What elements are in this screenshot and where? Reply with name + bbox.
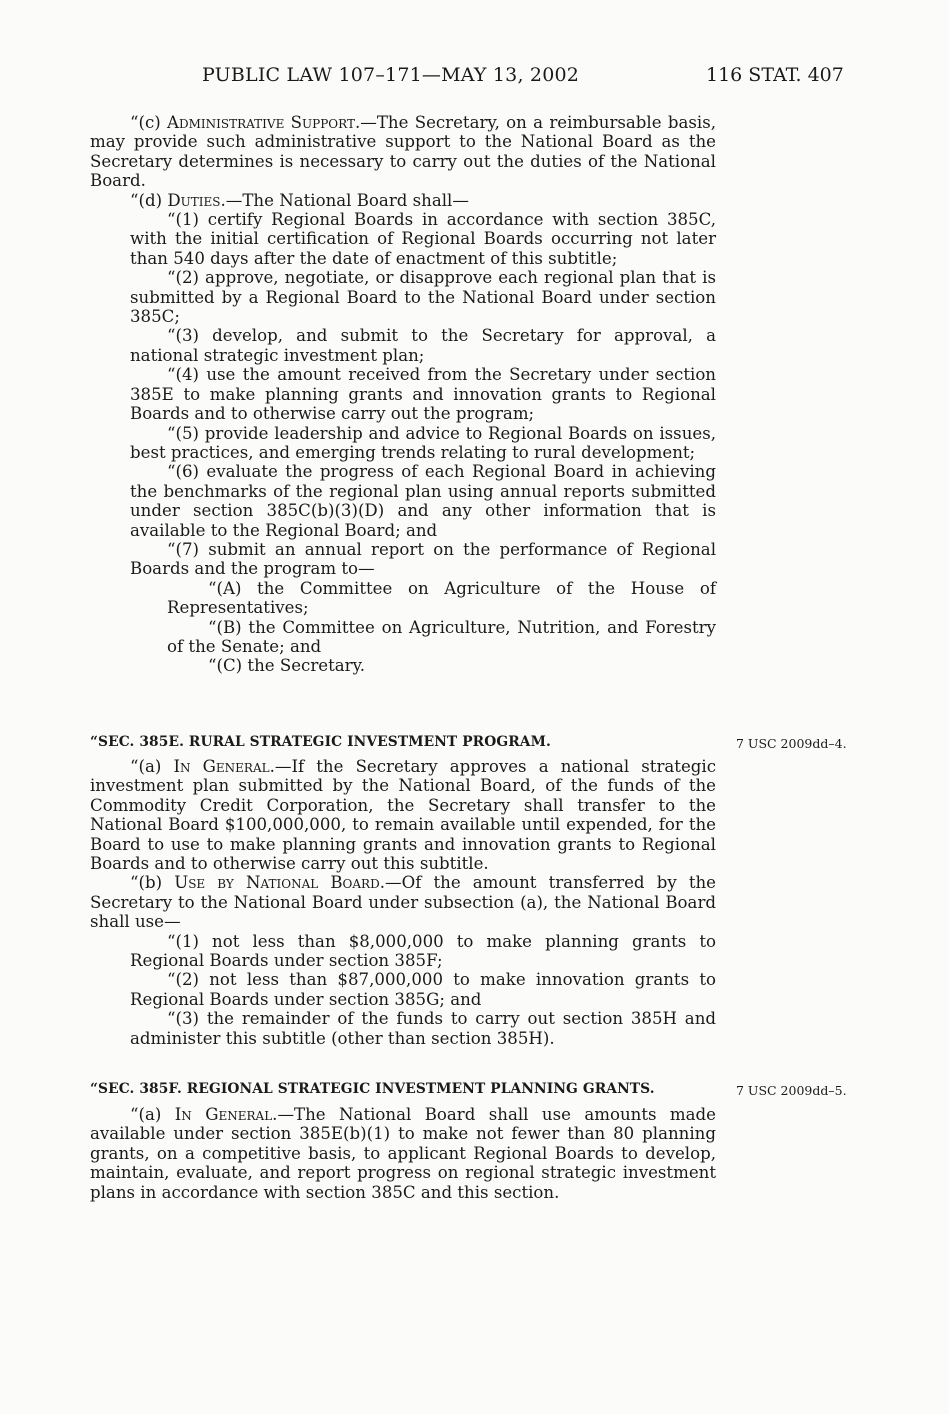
paragraph-d3: “(3) develop, and submit to the Secretary for approval, a national strategic investment plan; <box>130 326 716 365</box>
running-header-title: PUBLIC LAW 107–171—MAY 13, 2002 <box>202 64 580 86</box>
subparagraph-d7C: “(C) the Secretary. <box>208 656 366 676</box>
subsection-c: “(c) Administrative Support.—The Secretary, on a reimbursable basis, may provide such administrative support to the National Board as the Secretary determines is necessary to carry out the duties of the National Board. <box>90 113 716 191</box>
section-385E-paragraph-b2: “(2) not less than $87,000,000 to make innovation grants to Regional Boards under section 385G; and <box>130 970 716 1009</box>
section-385F-usc-citation: 7 USC 2009dd–5. <box>736 1083 847 1098</box>
paragraph-d1: “(1) certify Regional Boards in accordance with section 385C, with the initial certification of Regional Boards occurring not later than 540 days after the date of enactment of this subtitle; <box>130 210 716 268</box>
section-385E-subsection-a: “(a) In General.—If the Secretary approves a national strategic investment plan submitted by the National Board, of the funds of the Commodity Credit Corporation, the Secretary shall transfer to the National Board $100,000,000, to remain available until expended, for the Board to use to make planning grants and innovation grants to Regional Boards and to otherwise carry out this subtitle. <box>90 757 716 874</box>
section-385E-heading: “SEC. 385E. RURAL STRATEGIC INVESTMENT PROGRAM. <box>90 734 551 750</box>
section-385F-heading: “SEC. 385F. REGIONAL STRATEGIC INVESTMENT PLANNING GRANTS. <box>90 1081 655 1097</box>
statute-page-number: 116 STAT. 407 <box>706 64 844 86</box>
section-385E-paragraph-b1: “(1) not less than $8,000,000 to make planning grants to Regional Boards under section 385F; <box>130 931 716 971</box>
paragraph-d6: “(6) evaluate the progress of each Regional Board in achieving the benchmarks of the regional plan using annual reports submitted under section 385C(b)(3)(D) and any other information that is available to the Regional Board; and <box>130 462 716 540</box>
paragraph-d5: “(5) provide leadership and advice to Regional Boards on issues, best practices, and emerging trends relating to rural development; <box>130 423 716 462</box>
subparagraph-d7A: “(A) the Committee on Agriculture of the House of Representatives; <box>167 578 716 618</box>
section-385E-usc-citation: 7 USC 2009dd–4. <box>736 736 847 751</box>
section-385E-paragraph-b3: “(3) the remainder of the funds to carry out section 385H and administer this subtitle (other than section 385H). <box>130 1009 716 1048</box>
subparagraph-d7B: “(B) the Committee on Agriculture, Nutrition, and Forestry of the Senate; and <box>167 617 716 656</box>
paragraph-d2: “(2) approve, negotiate, or disapprove each regional plan that is submitted by a Regional Board to the National Board under section 385C; <box>130 268 716 327</box>
paragraph-d7: “(7) submit an annual report on the performance of Regional Boards and the program to— <box>130 539 716 579</box>
national-board-duties-block <box>90 113 716 676</box>
paragraph-d4: “(4) use the amount received from the Secretary under section 385E to make planning grants and innovation grants to Regional Boards and to otherwise carry out the program; <box>130 365 716 424</box>
section-385E-body <box>90 757 716 1048</box>
section-385E-subsection-b: “(b) Use by National Board.—Of the amount transferred by the Secretary to the National Board under subsection (a), the National Board shall use— <box>90 873 717 932</box>
section-385F-body <box>90 1105 716 1202</box>
subsection-d: “(d) Duties.—The National Board shall— <box>130 190 469 210</box>
section-385F-subsection-a: “(a) In General.—The National Board shall use amounts made available under section 385E(b)(1) to make not fewer than 80 planning grants, on a competitive basis, to applicant Regional Boards to develop, maintain, evaluate, and report progress on regional strategic investment plans in accordance with section 385C and this section. <box>90 1105 716 1202</box>
